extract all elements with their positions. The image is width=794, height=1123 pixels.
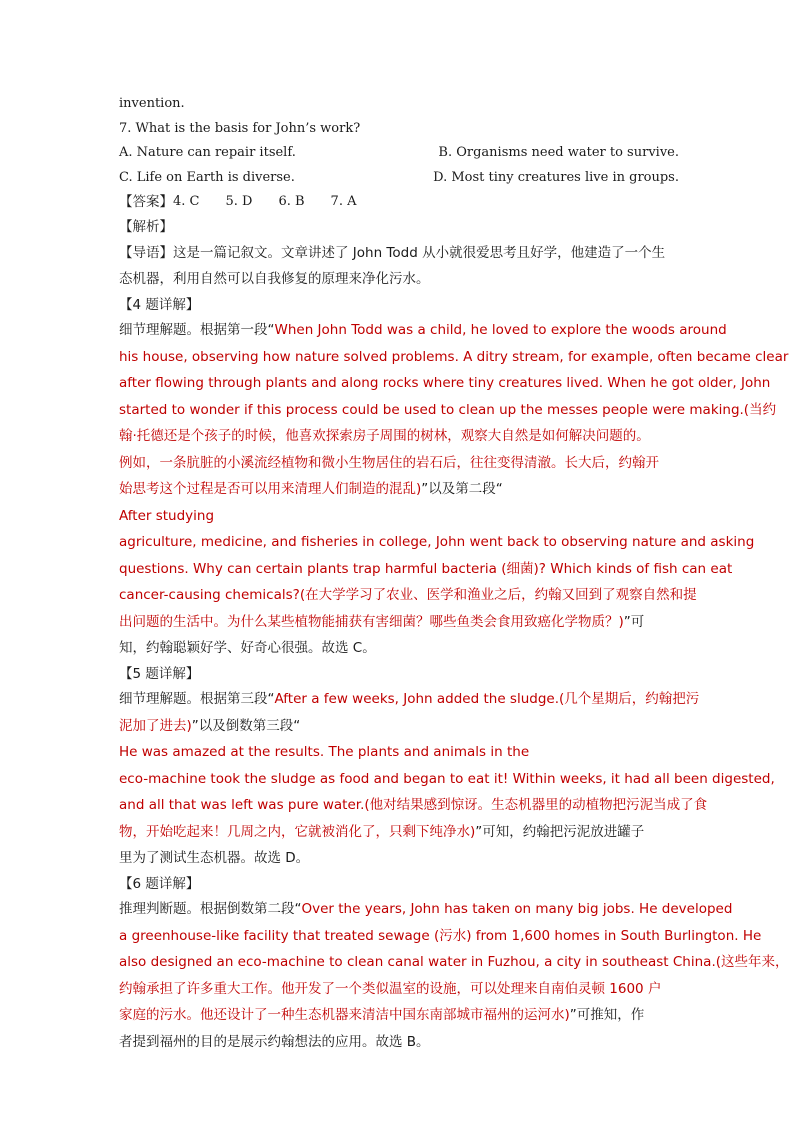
q5-line	[119, 792, 708, 819]
q4-line	[119, 635, 679, 662]
q4-post-text: ”以及第二段“	[421, 481, 503, 498]
answer-item: 6. B	[278, 194, 305, 210]
q4-quote-text: 出问题的生活中。为什么某些植物能捕获有害细菌？哪些鱼类会食用致癌化学物质？)	[119, 613, 624, 630]
q5-line	[119, 845, 679, 872]
q6-post-text: ”可推知，作	[569, 1007, 645, 1024]
q4-line	[119, 582, 697, 609]
q4-quote-text: questions. Why can certain plants trap harmful bacteria (细菌)? Which kinds of fish can eat	[119, 560, 733, 577]
q6-quote-text: 家庭的污水。他还设计了一种生态机器来清洁中国东南部城市福州的运河水)	[119, 1007, 570, 1024]
q4-quote-text: his house, observing how nature solved problems. A ditry stream, for example, often became clear	[119, 348, 789, 365]
q6-pre-text: 推理判断题。根据倒数第二段“	[119, 901, 302, 918]
q4-quote-text: 始思考这个过程是否可以用来清理人们制造的混乱)	[119, 481, 422, 498]
q5-quote-text: 物，开始吃起来！几周之内，它就被消化了，只剩下纯净水)	[119, 823, 476, 840]
q6-quote-text: Over the years, John has taken on many big jobs. He developed	[301, 901, 733, 918]
q4-line	[119, 450, 679, 477]
answer-item: 5. D	[225, 194, 253, 210]
q5-line	[119, 766, 775, 793]
analysis-label: 【解析】	[119, 218, 173, 235]
q5-pre-text: 细节理解题。根据第三段“	[119, 691, 275, 708]
q4-line	[119, 370, 771, 397]
guide-label: 【导语】	[119, 244, 173, 261]
guide-line-1	[119, 240, 679, 267]
q6-label: 【6 题详解】	[119, 875, 200, 892]
q6-line	[119, 1002, 679, 1029]
option-d: D. Most tiny creatures live in groups.	[433, 169, 679, 185]
q4-line	[119, 609, 679, 636]
option-b: B. Organisms need water to survive.	[438, 145, 679, 161]
q6-quote-text: also designed an eco-machine to clean canal water in Fuzhou, a city in southeast China.(这些年来，	[119, 954, 789, 971]
q6-quote-text: 约翰承担了许多重大工作。他开发了一个类似温室的设施，可以处理来自南伯灵顿 1600 户	[119, 980, 662, 997]
q4-line	[119, 397, 777, 424]
q6-pre-text: 者提到福州的目的是展示约翰想法的应用。故选 B。	[119, 1033, 430, 1050]
q6-explanation	[119, 896, 789, 1055]
answer-row	[119, 190, 679, 215]
q6-line	[119, 1029, 679, 1056]
q5-quote-text: He was amazed at the results. The plants and animals in the	[119, 744, 530, 761]
q5-pre-text: 里为了测试生态机器。故选 D。	[119, 850, 310, 867]
q4-quote-text: After studying	[119, 507, 215, 524]
q4-pre-text: 细节理解题。根据第一段“	[119, 322, 275, 339]
document-page	[119, 92, 789, 1055]
guide-section	[119, 240, 679, 293]
options-row-1	[119, 141, 679, 166]
q6-line	[119, 949, 789, 976]
q4-line	[119, 503, 679, 530]
q4-quote-text: started to wonder if this process could be used to clean up the messes people were making.(当约	[119, 401, 777, 418]
q4-label: 【4 题详解】	[119, 296, 200, 313]
question-7-stem: 7. What is the basis for John’s work?	[119, 120, 361, 136]
answer-label: 【答案】	[119, 194, 173, 211]
q4-line	[119, 529, 755, 556]
q4-quote-text: cancer-causing chemicals?(在大学学习了农业、医学和渔业之后，约翰又回到了观察自然和提	[119, 587, 697, 604]
q5-quote-text: eco-machine took the sludge as food and began to eat it! Within weeks, it had all been digested,	[119, 770, 775, 787]
q5-quote-text: After a few weeks, John added the sludge.(几个星期后，约翰把污	[274, 691, 700, 708]
q5-line	[119, 819, 679, 846]
answer-item: 7. A	[330, 194, 357, 210]
q4-quote-text: 翰·托德还是个孩子的时候，他喜欢探索房子周围的树林，观察大自然是如何解决问题的。	[119, 428, 650, 445]
option-a: A. Nature can repair itself.	[119, 145, 296, 161]
q5-line	[119, 739, 679, 766]
q5-post-text: ”可知，约翰把污泥放进罐子	[475, 823, 645, 840]
options-row-2	[119, 166, 679, 191]
q4-quote-text: after flowing through plants and along rocks where tiny creatures lived. When he got older, John	[119, 375, 771, 392]
q4-explanation	[119, 317, 789, 662]
option-c: C. Life on Earth is diverse.	[119, 169, 295, 185]
q4-line	[119, 317, 727, 344]
q5-post-text: ”以及倒数第三段“	[191, 717, 301, 734]
q4-line	[119, 556, 733, 583]
q4-quote-text: When John Todd was a child, he loved to explore the woods around	[274, 322, 727, 339]
guide-line-2: 态机器，利用自然可以自我修复的原理来净化污水。	[119, 271, 430, 288]
q4-post-text: ”可	[623, 613, 645, 630]
intro-tail: invention.	[119, 96, 185, 111]
q5-explanation	[119, 686, 775, 872]
q4-quote-text: 例如，一条肮脏的小溪流经植物和微小生物居住的岩石后，往往变得清澈。长大后，约翰开	[119, 454, 659, 471]
q6-line	[119, 896, 733, 923]
q4-line	[119, 344, 789, 371]
guide-text: 这是一篇记叙文。文章讲述了 John Todd 从小就很爱思考且好学，他建造了一个生	[173, 244, 666, 261]
q4-line	[119, 476, 679, 503]
q5-quote-text: 泥加了进去)	[119, 717, 192, 734]
q6-quote-text: a greenhouse-like facility that treated sewage (污水) from 1,600 homes in South Burlington. He	[119, 927, 762, 944]
q4-quote-text: agriculture, medicine, and fisheries in college, John went back to observing nature and asking	[119, 534, 755, 551]
q5-line	[119, 686, 700, 713]
q6-line	[119, 976, 679, 1003]
q5-quote-text: and all that was left was pure water.(他对结果感到惊讶。生态机器里的动植物把污泥当成了食	[119, 797, 708, 814]
answer-item: 4. C	[173, 194, 200, 210]
q4-pre-text: 知，约翰聪颖好学、好奇心很强。故选 C。	[119, 640, 376, 657]
q5-label: 【5 题详解】	[119, 665, 200, 682]
q6-line	[119, 923, 762, 950]
q5-line	[119, 713, 679, 740]
q4-line	[119, 423, 679, 450]
